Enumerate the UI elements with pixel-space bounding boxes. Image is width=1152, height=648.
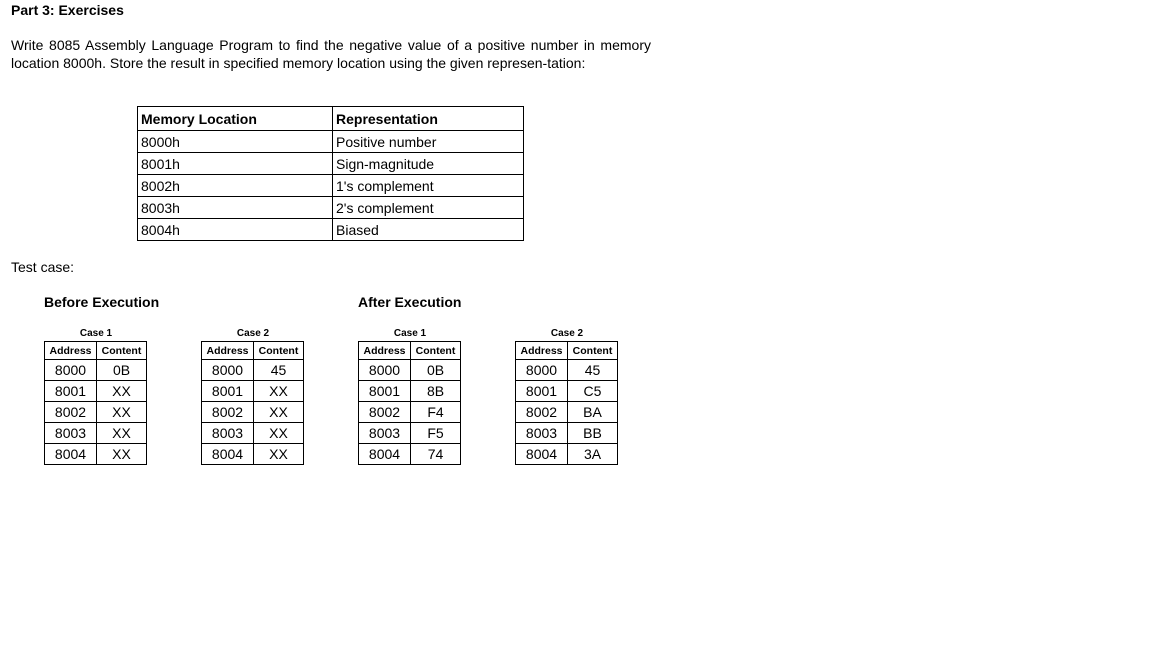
header-memory-location: Memory Location	[138, 107, 333, 131]
table-row	[516, 423, 618, 444]
address-cell: 8004	[359, 444, 411, 465]
header-address: Address	[516, 342, 568, 360]
header-content: Content	[254, 342, 304, 360]
memory-location-cell: 8003h	[138, 197, 333, 219]
table-row	[359, 381, 461, 402]
table-row	[138, 153, 524, 175]
table-row	[138, 219, 524, 241]
address-cell: 8003	[359, 423, 411, 444]
content-cell: XX	[254, 423, 304, 444]
case-table	[44, 341, 147, 465]
address-cell: 8001	[516, 381, 568, 402]
memory-location-cell: 8002h	[138, 175, 333, 197]
table-row	[516, 381, 618, 402]
content-cell: 45	[568, 360, 618, 381]
table-row	[359, 402, 461, 423]
content-cell: 45	[254, 360, 304, 381]
page-heading: Part 3: Exercises	[11, 2, 124, 18]
test-case-label: Test case:	[11, 259, 75, 275]
table-row	[359, 444, 461, 465]
before-case-2	[201, 327, 305, 465]
table-row	[202, 402, 304, 423]
after-case-2	[515, 327, 619, 465]
representation-cell: Positive number	[333, 131, 524, 153]
table-row	[202, 444, 304, 465]
table-row	[45, 423, 147, 444]
case-label: Case 2	[236, 328, 270, 339]
representation-cell: Biased	[333, 219, 524, 241]
address-cell: 8004	[516, 444, 568, 465]
table-row	[45, 381, 147, 402]
address-cell: 8002	[516, 402, 568, 423]
address-cell: 8002	[359, 402, 411, 423]
header-address: Address	[202, 342, 254, 360]
representation-cell: Sign-magnitude	[333, 153, 524, 175]
before-case-1	[44, 327, 148, 465]
content-cell: BB	[568, 423, 618, 444]
representation-table	[137, 106, 524, 241]
content-cell: 74	[411, 444, 461, 465]
table-header-row	[45, 342, 147, 360]
header-address: Address	[359, 342, 411, 360]
content-cell: XX	[254, 402, 304, 423]
content-cell: XX	[254, 381, 304, 402]
table-row	[138, 131, 524, 153]
after-execution-title: After Execution	[358, 294, 462, 310]
table-row	[138, 175, 524, 197]
before-execution-title: Before Execution	[44, 294, 160, 310]
content-cell: 0B	[97, 360, 147, 381]
case-table	[515, 341, 618, 465]
content-cell: F4	[411, 402, 461, 423]
memory-location-cell: 8004h	[138, 219, 333, 241]
header-representation: Representation	[333, 107, 524, 131]
case-label: Case 2	[550, 328, 584, 339]
address-cell: 8002	[202, 402, 254, 423]
header-address: Address	[45, 342, 97, 360]
content-cell: 0B	[411, 360, 461, 381]
table-row	[359, 360, 461, 381]
content-cell: XX	[97, 381, 147, 402]
address-cell: 8001	[45, 381, 97, 402]
address-cell: 8000	[45, 360, 97, 381]
content-cell: 3A	[568, 444, 618, 465]
table-row	[516, 402, 618, 423]
table-header-row	[202, 342, 304, 360]
content-cell: C5	[568, 381, 618, 402]
content-cell: BA	[568, 402, 618, 423]
table-header-row	[138, 107, 524, 131]
address-cell: 8000	[516, 360, 568, 381]
after-case-1	[358, 327, 462, 465]
case-table	[201, 341, 304, 465]
address-cell: 8003	[45, 423, 97, 444]
table-row	[202, 423, 304, 444]
content-cell: XX	[97, 444, 147, 465]
content-cell: 8B	[411, 381, 461, 402]
content-cell: F5	[411, 423, 461, 444]
address-cell: 8001	[359, 381, 411, 402]
table-row	[202, 381, 304, 402]
header-content: Content	[411, 342, 461, 360]
address-cell: 8003	[202, 423, 254, 444]
address-cell: 8000	[359, 360, 411, 381]
table-row	[45, 444, 147, 465]
exercise-instructions: Write 8085 Assembly Language Program to find the negative value of a positive number in memory location 8000h. Store the result in specified memory location using the given represen-tation:	[11, 37, 651, 71]
header-content: Content	[97, 342, 147, 360]
address-cell: 8003	[516, 423, 568, 444]
table-row	[45, 402, 147, 423]
case-table	[358, 341, 461, 465]
table-row	[516, 360, 618, 381]
case-label: Case 1	[393, 328, 427, 339]
table-row	[45, 360, 147, 381]
representation-cell: 2's complement	[333, 197, 524, 219]
header-content: Content	[568, 342, 618, 360]
table-row	[516, 444, 618, 465]
table-row	[138, 197, 524, 219]
table-header-row	[359, 342, 461, 360]
address-cell: 8000	[202, 360, 254, 381]
memory-location-cell: 8000h	[138, 131, 333, 153]
address-cell: 8001	[202, 381, 254, 402]
address-cell: 8002	[45, 402, 97, 423]
content-cell: XX	[254, 444, 304, 465]
table-row	[359, 423, 461, 444]
table-row	[202, 360, 304, 381]
content-cell: XX	[97, 423, 147, 444]
table-header-row	[516, 342, 618, 360]
memory-location-cell: 8001h	[138, 153, 333, 175]
case-label: Case 1	[79, 328, 113, 339]
address-cell: 8004	[202, 444, 254, 465]
content-cell: XX	[97, 402, 147, 423]
address-cell: 8004	[45, 444, 97, 465]
representation-cell: 1's complement	[333, 175, 524, 197]
